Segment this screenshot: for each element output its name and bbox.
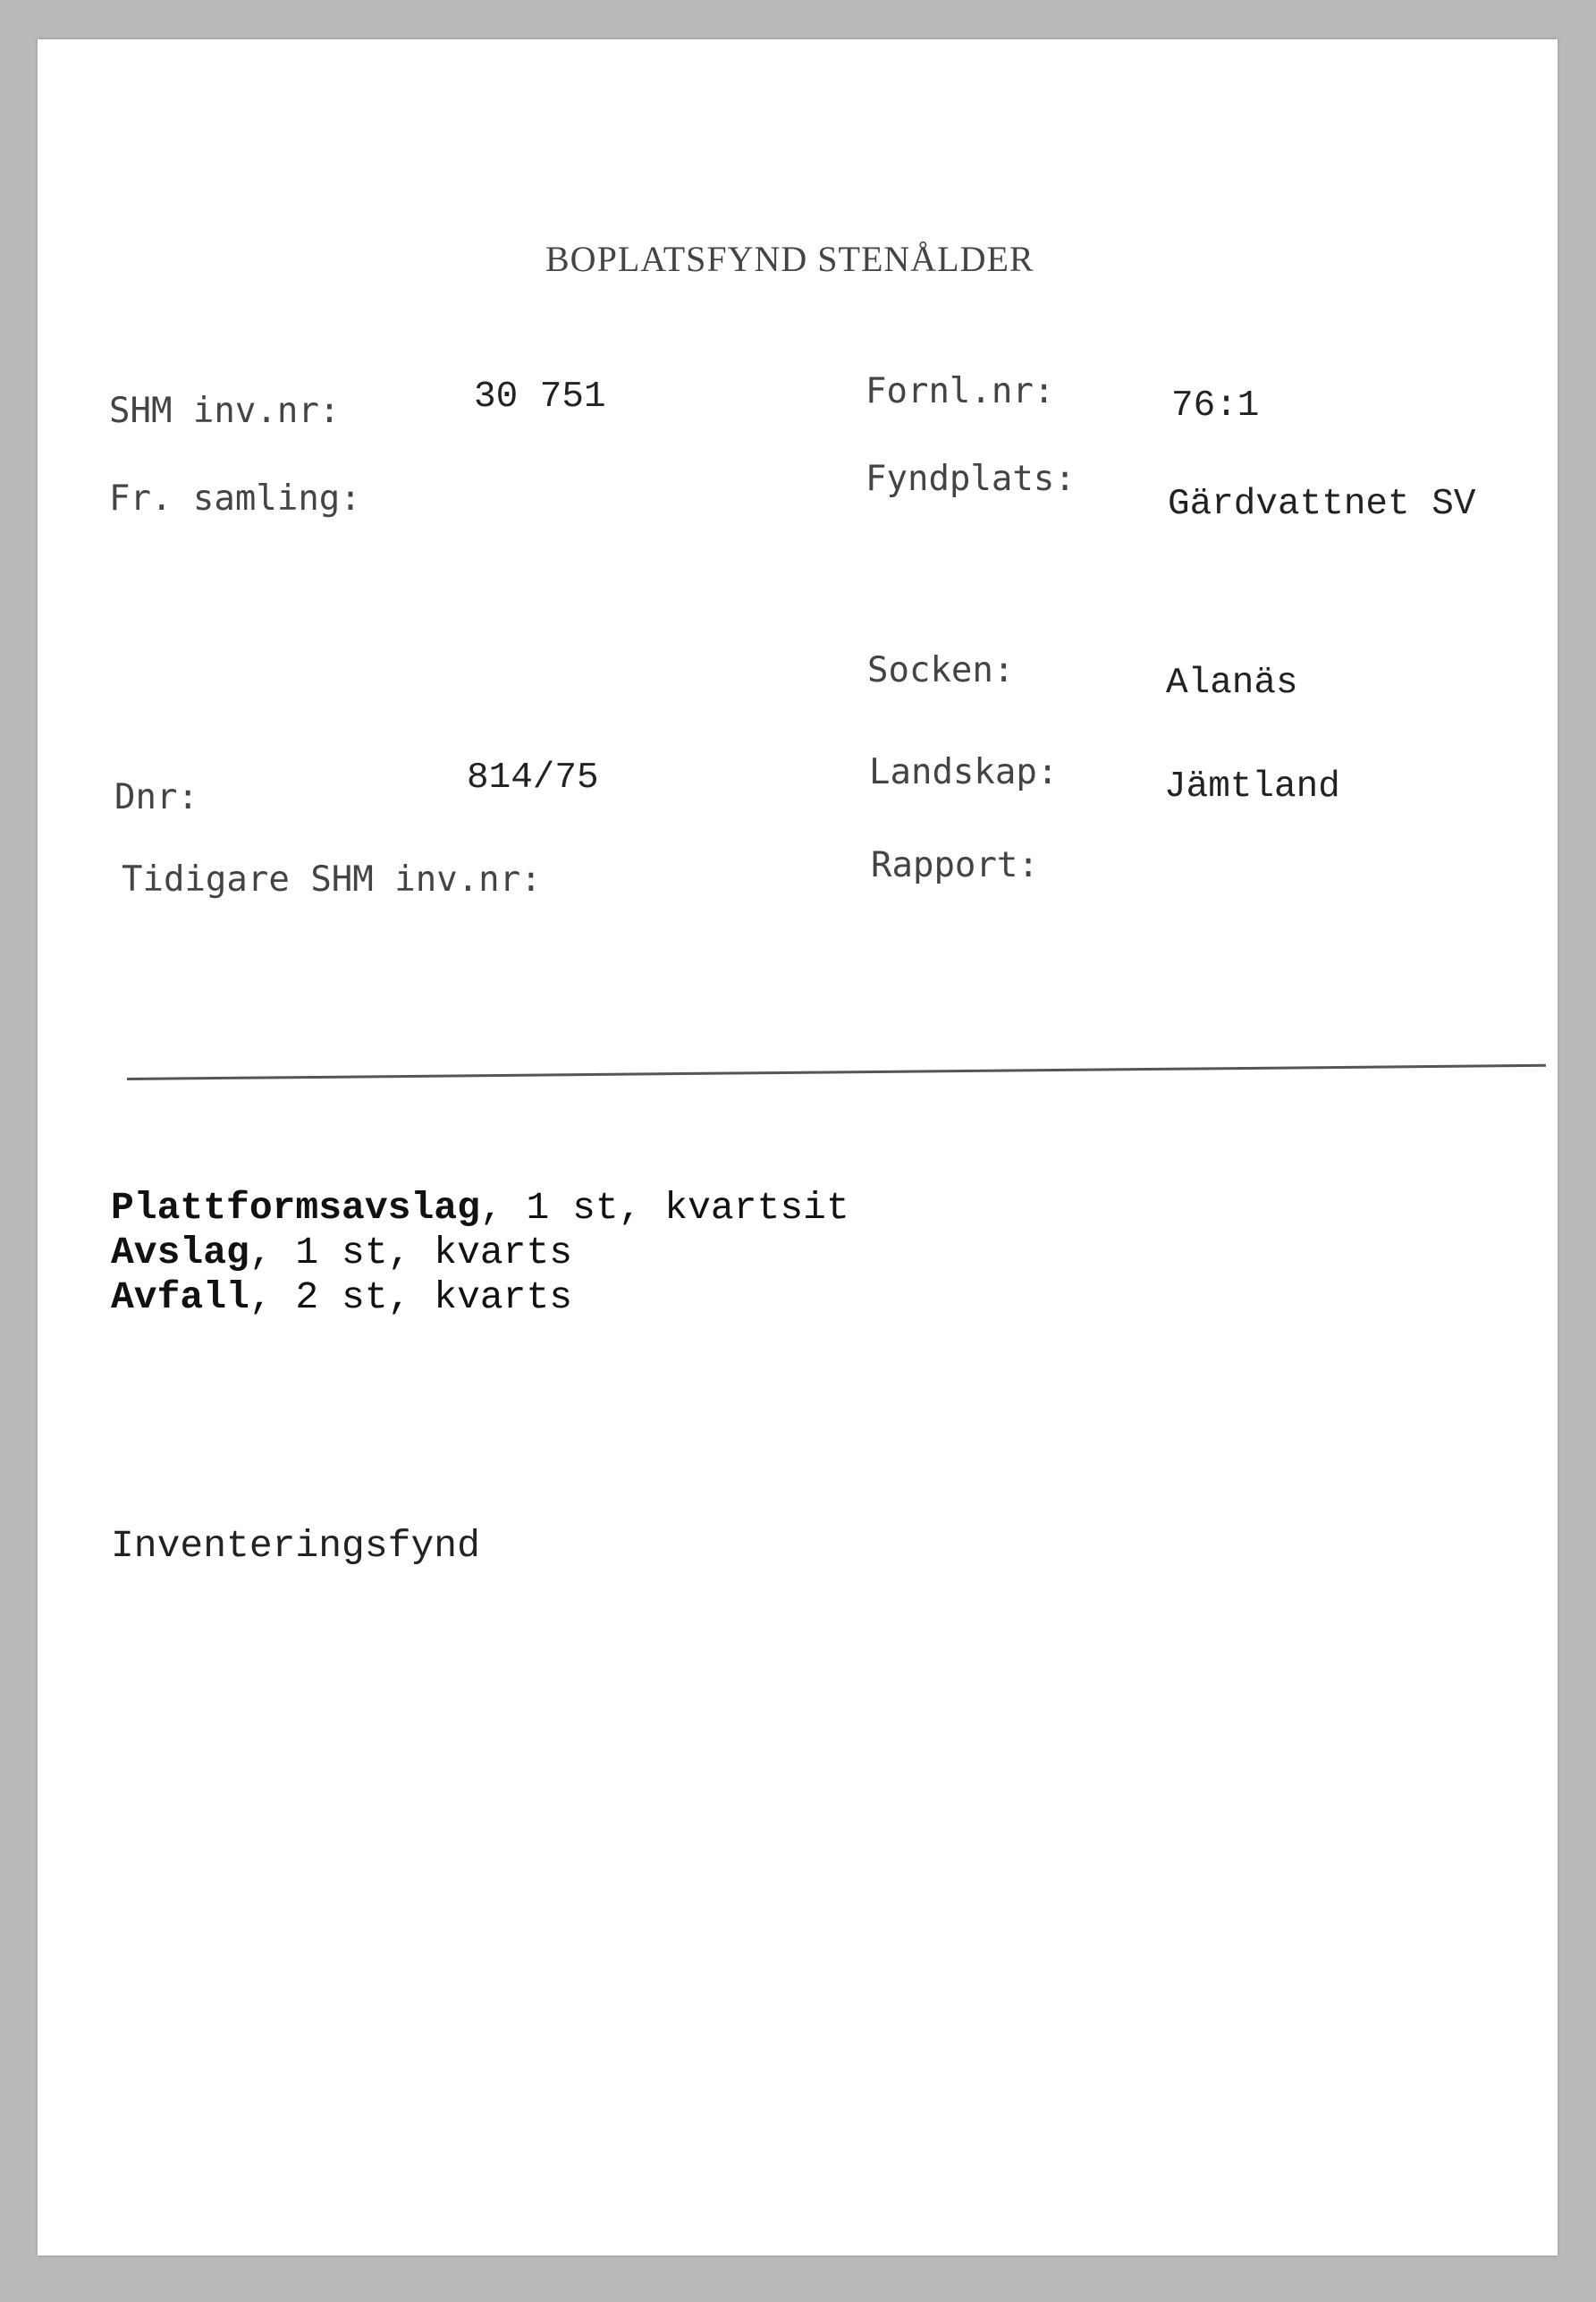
finds-list [111,1186,849,1320]
fr-samling-label: Fr. samling: [109,478,361,519]
landskap-label: Landskap: [869,752,1059,792]
item-details: , 1 st, kvartsit [479,1186,849,1230]
rapport-label: Rapport: [871,845,1039,885]
item-name: Plattformsavslag [111,1186,480,1230]
catalog-card [38,39,1558,2255]
item-name: Avfall [111,1275,249,1319]
fyndplats-value: Gärdvattnet SV [1168,484,1476,525]
dnr-label: Dnr: [114,777,198,817]
separator-line [127,1064,1546,1080]
item-details: , 2 st, kvarts [249,1275,573,1319]
tidigare-shm-inv-nr-label: Tidigare SHM inv.nr: [122,859,542,900]
note-text: Inventeringsfynd [111,1524,480,1568]
list-item [111,1186,849,1231]
item-details: , 1 st, kvarts [249,1231,573,1274]
socken-label: Socken: [867,650,1015,690]
fornl-nr-label: Fornl.nr: [866,371,1055,411]
socken-value: Alanäs [1166,663,1298,704]
dnr-value: 814/75 [467,757,599,799]
fyndplats-label: Fyndplats: [866,459,1076,499]
fornl-nr-value: 76:1 [1171,385,1260,427]
list-item [111,1231,849,1275]
card-title: BOPLATSFYND STENÅLDER [545,239,1034,279]
landskap-value: Jämtland [1164,766,1340,808]
item-name: Avslag [111,1231,249,1274]
list-item [111,1275,849,1320]
shm-inv-nr-value: 30 751 [474,377,606,418]
shm-inv-nr-label: SHM inv.nr: [109,391,341,431]
